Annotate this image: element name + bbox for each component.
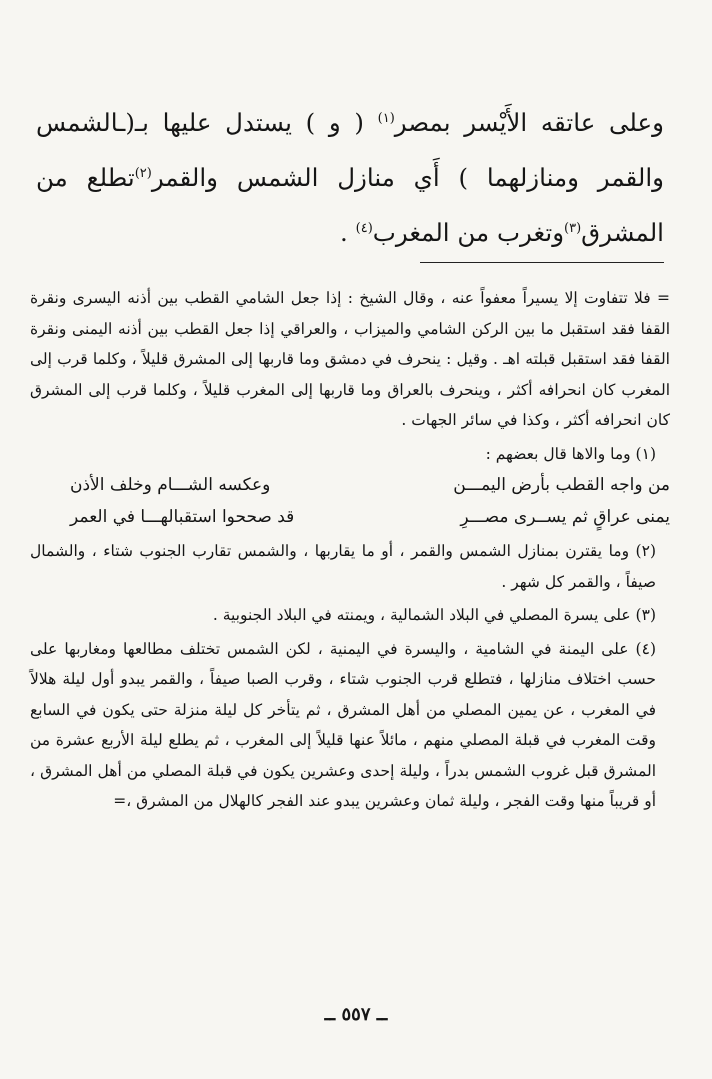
footnotes	[30, 283, 670, 817]
footnote-2: (٢) وما يقترن بمنازل الشمس والقمر ، أو ما يقاربها ، والشمس تقارب الجنوب شتاء ، والشمال صيفاً ، والقمر كل شهر .	[30, 542, 656, 591]
main-text-segment: وتغرب	[496, 218, 565, 247]
verse-hemistich: وعكسه الشـــام وخلف الأذن	[70, 475, 271, 495]
footnote-1: (١) وما والاها قال بعضهم :	[485, 444, 656, 463]
verse-hemistich: يمنى عراقٍ ثم يســرى مصـــرِ	[460, 507, 670, 527]
main-text-segment: ومنازلهما ) أَي منازل الشمس والقمر	[151, 163, 579, 192]
footnote-3: (٣) على يسرة المصلي في البلاد الشمالية ، ويمنته في البلاد الجنوبية .	[212, 606, 656, 624]
footnote-ref-4: (٤)	[355, 220, 373, 236]
main-text-segment: من المغرب	[372, 218, 490, 247]
footnote-divider	[420, 262, 664, 263]
main-text-segment: وعلى عاتقه الأَيْسر بمصر	[394, 108, 664, 137]
poem-verse-1	[30, 469, 670, 501]
main-text-segment: .	[340, 218, 348, 247]
footnote-continuation: = فلا تتفاوت إلا يسيراً معفواً عنه ، وقال الشيخ : إذا جعل الشامي القطب بين أذنه اليسرى ونقرة القفا فقد استقبل ما بين الركن الشامي والميزاب ، والعراقي إذا جعل القطب بين أذنه اليمنى ونقرة القفا فقد استقبل قبلته اهـ . وقيل : ينحرف في دمشق وما قاربها إلى المشرق قليلاً ، وكلما قرب إلى المغرب كان انحرافه أكثر ، وينحرف بالعراق وما قاربها إلى المغرب قليلاً ، وكلما قرب إلى المشرق كان انحرافه أكثر ، وكذا في سائر الجهات .	[30, 289, 670, 429]
footnote-ref-1: (١)	[377, 110, 395, 126]
main-text-segment: تطلع من المشرق	[36, 163, 664, 247]
main-text-segment: ( و ) يستدل عليها بـ(ـالشمس والقمر	[36, 108, 664, 192]
page-number: ــ ٥٥٧ ــ	[324, 1004, 388, 1025]
footnote-ref-2: (٢)	[134, 165, 152, 181]
footnote-4: (٤) على اليمنة في الشامية ، واليسرة في اليمنية ، لكن الشمس تختلف مطالعها ومغاربها على حسب اختلاف منازلها ، فتطلع قرب الجنوب شتاء ، وقرب الصبا صيفاً ، والقمر يبدو أول ليلة هلالاً في المغرب ، عن يمين المصلي من أهل المشرق ، ثم يتأخر كل ليلة منزلة حتى يكون في السابع وقت المغرب في قبلة المصلي منهم ، مائلاً عنها قليلاً إلى المغرب ، ثم يطلع ليلة الأربع عشرة من المشرق قبل غروب الشمس بدراً ، وليلة إحدى وعشرين يكون في قبلة المصلي من أهل المشرق ، أو قريباً منها وقت الفجر ، وليلة ثمان وعشرين يبدو عند الفجر كالهلال من المشرق ،=	[30, 639, 656, 810]
footnote-ref-3: (٣)	[564, 220, 582, 236]
verse-hemistich: قد صححوا استقبالهـــا في العمر	[70, 507, 295, 527]
verse-hemistich: من واجه القطب بأرض اليمـــن	[453, 475, 670, 495]
poem-verse-2	[30, 501, 670, 533]
main-paragraph	[36, 95, 664, 260]
main-text	[36, 95, 664, 260]
